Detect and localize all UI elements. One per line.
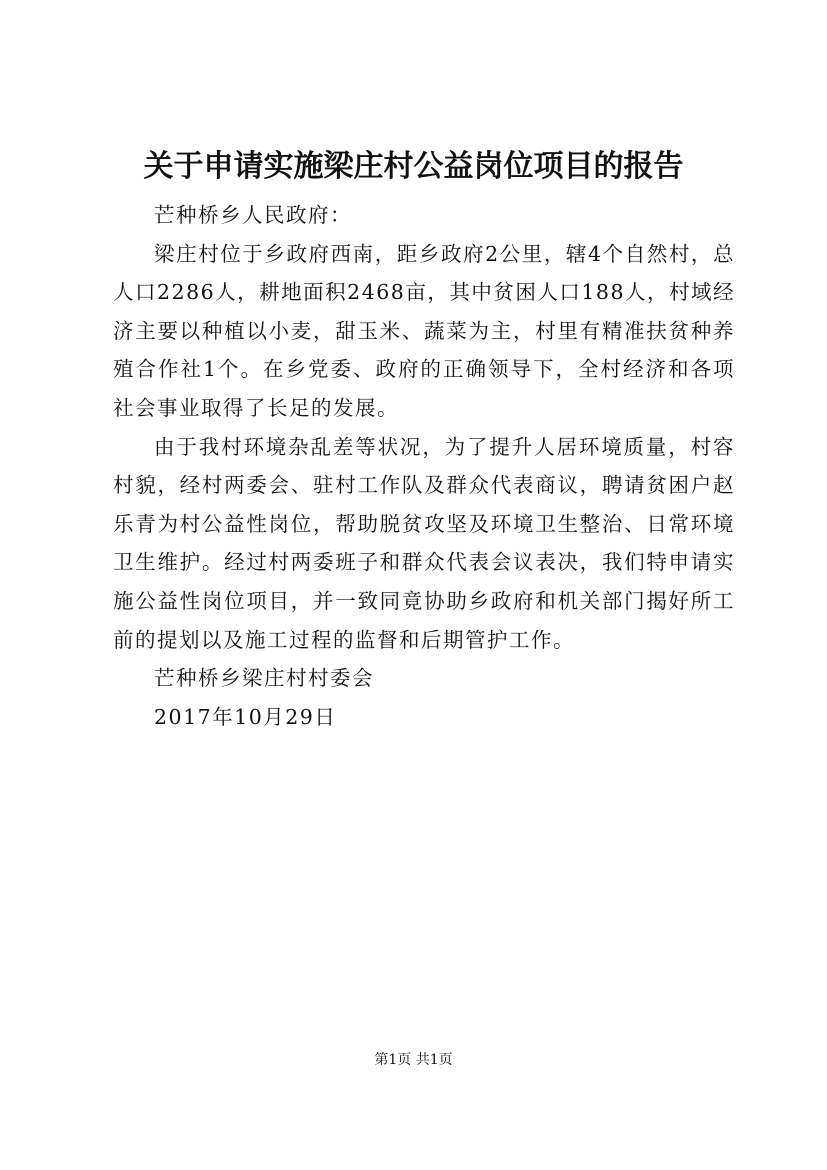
paragraph-application-reason: 由于我村环境杂乱差等状况，为了提升人居环境质量，村容村貌，经村两委会、驻村工作队及群众代表商议，聘请贫困户赵乐青为村公益性岗位，帮助脱贫攻坚及环境卫生整治、日常环境卫生维护。经过村两委班子和群众代表会议表决，我们特申请实施公益性岗位项目，并一致同竟协助乡政府和机关部门揭好所工前的提划以及施工过程的监督和后期管护工作。: [113, 434, 735, 652]
paragraph-village-overview: 梁庄村位于乡政府西南，距乡政府2公里，辖4个自然村，总人口2286人，耕地面积2468亩，其中贫困人口188人，村域经济主要以种植以小麦，甜玉米、蔬菜为主，村里有精准扶贫种养殖合作社1个。在乡党委、政府的正确领导下，全村经济和各项社会事业取得了长足的发展。: [113, 241, 735, 420]
document-date: 2017年10月29日: [154, 704, 337, 729]
signature: 芒种桥乡梁庄村村委会: [154, 666, 374, 691]
page-footer: 第1页 共1页: [374, 1052, 453, 1068]
document-body: [113, 196, 735, 736]
salutation: 芒种桥乡人民政府：: [154, 203, 352, 227]
document-title: 关于申请实施梁庄村公益岗位项目的报告: [143, 149, 684, 184]
